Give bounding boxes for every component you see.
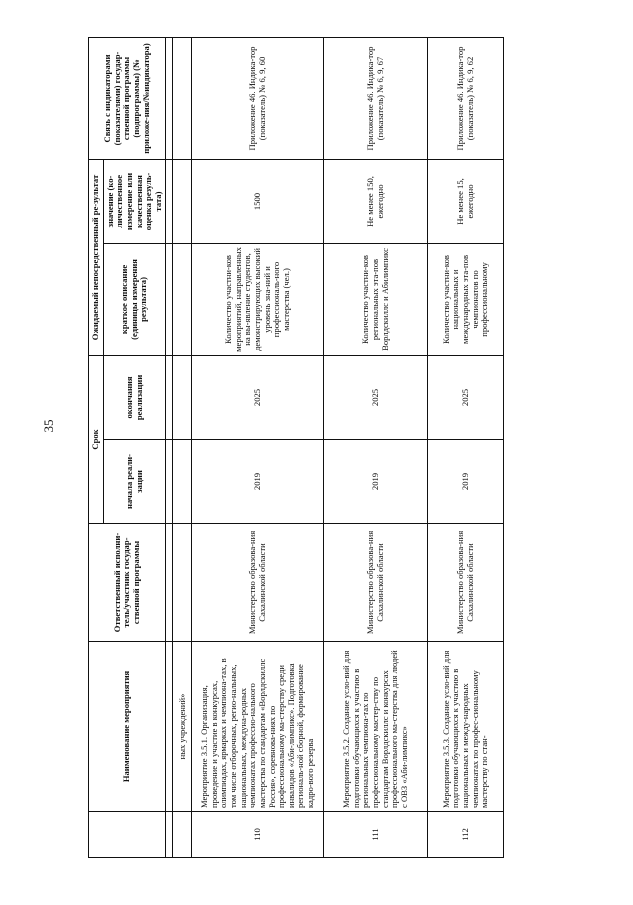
- start-year: 2019: [192, 440, 324, 524]
- responsible-executor: Министерство образова-ния Сахалинской области: [324, 524, 428, 642]
- responsible-executor: Министерство образова-ния Сахалинской области: [428, 524, 504, 642]
- result-value: Не менее 15, ежегодно: [428, 159, 504, 243]
- start-year: 2019: [324, 440, 428, 524]
- result-description: Количество участни-ков мероприятий, направленных на вы-явление студентов, демонстрирующих высокий уровень зна-ний и профессиональ-ного мастерства (чел.): [192, 243, 324, 355]
- header-term-start: начала реали-зации: [103, 440, 166, 524]
- row-number: 111: [324, 812, 428, 858]
- rotated-table-container: [88, 38, 628, 858]
- header-row-1: [89, 37, 104, 857]
- indicator-link: Приложение 46. Индика-тор (показатель) № 6, 9, 67: [324, 37, 428, 159]
- row-number: 110: [192, 812, 324, 858]
- measure-name: Мероприятие 3.5.2. Создание усло-вий для подготовки обучающихся к участию в региональных чемпиона-тах по профессиональному мастер-ству по стандартам Ворлдскиллс и конкурсах профессионального ма-стерства для людей с ОВЗ «Аби-лимпикс»: [324, 642, 428, 812]
- table-row: [324, 37, 428, 857]
- header-result-value: значение (ко-личественное измерение или качественная оценка резуль-тата): [103, 159, 166, 243]
- end-year: 2025: [428, 355, 504, 439]
- row-number: 112: [428, 812, 504, 858]
- header-result-desc: краткое описание (единицы измерения результата): [103, 243, 166, 355]
- result-value: 1500: [192, 159, 324, 243]
- start-year: 2019: [428, 440, 504, 524]
- responsible-executor: Министерство образова-ния Сахалинской области: [192, 524, 324, 642]
- result-description: Количество участни-ков региональных эта-пов Ворлдскиллс и Абилимпикс: [324, 243, 428, 355]
- result-description: Количество участни-ков национальных и международных эта-пов чемпионатов по профессиональному: [428, 243, 504, 355]
- result-value: Не менее 150, ежегодно: [324, 159, 428, 243]
- measures-table: [88, 37, 504, 858]
- end-year: 2025: [324, 355, 428, 439]
- header-name: Наименование мероприятия: [89, 642, 166, 812]
- continuation-text: ных учреждений»: [173, 642, 192, 812]
- continuation-row: [173, 37, 192, 857]
- header-link: Связь с индикаторами (показателями) государ-ственной программы (подпрограммы) (№ приложе-ния/№индикатора): [89, 37, 166, 159]
- header-result: Ожидаемый непосредственный ре-зультат: [89, 159, 104, 355]
- table-row: [192, 37, 324, 857]
- end-year: 2025: [192, 355, 324, 439]
- header-term-end: окончания реализации: [103, 355, 166, 439]
- header-gap-row: [166, 37, 173, 857]
- page-number: 35: [41, 419, 56, 433]
- indicator-link: Приложение 46. Индика-тор (показатель) № 6, 9, 62: [428, 37, 504, 159]
- header-num: [89, 812, 166, 858]
- table-row: [428, 37, 504, 857]
- header-term: Срок: [89, 355, 104, 523]
- measure-name: Мероприятие 3.5.1. Организация, проведение и участие в конкурсах, олимпиадах, ярмарках и чемпиона-тах, в том числе отборочных, регио-нальных, национальных, междуна-родных чемпионатах профессио-нального мастерства по стандартам «Ворлдскиллс Россия», соревнова-ниях по профессиональному ма-стерству среди инвалидов «Аби-лимпикс». Подготовка региональ-ной сборной, формирование кадро-вого резерва: [192, 642, 324, 812]
- indicator-link: Приложение 46. Индика-тор (показатель) № 6, 9, 60: [192, 37, 324, 159]
- measure-name: Мероприятие 3.5.3. Создание усло-вий для подготовки обучающихся к участию в национальных и между-народных чемпионатах по профес-сиональному мастерству по стан-: [428, 642, 504, 812]
- header-responsible: Ответственный исполни-тель/участник государ-ственной программы: [89, 524, 166, 642]
